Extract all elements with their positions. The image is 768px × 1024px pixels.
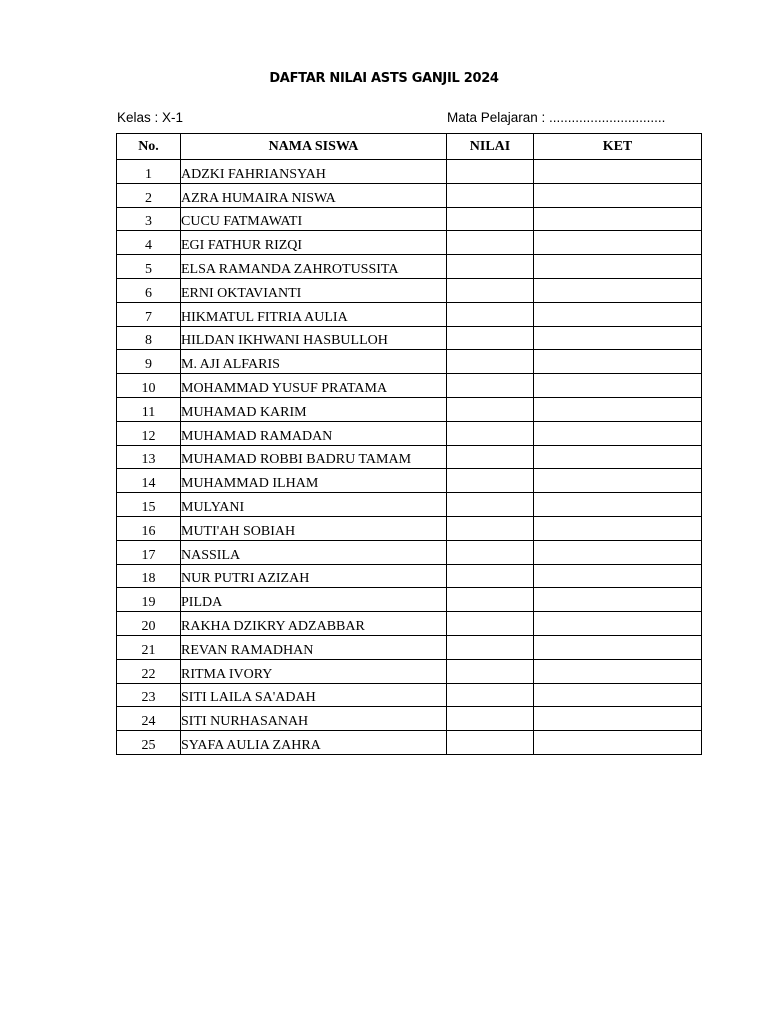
row-number: 24: [117, 707, 181, 731]
table-row: [117, 540, 702, 564]
score-cell[interactable]: [447, 374, 534, 398]
note-cell[interactable]: [534, 731, 702, 755]
note-cell[interactable]: [534, 564, 702, 588]
student-name: MUTI'AH SOBIAH: [181, 516, 447, 540]
table-row: [117, 397, 702, 421]
score-cell[interactable]: [447, 302, 534, 326]
score-cell[interactable]: [447, 160, 534, 184]
table-header-row: [117, 134, 702, 160]
student-name: NASSILA: [181, 540, 447, 564]
student-name: ELSA RAMANDA ZAHROTUSSITA: [181, 255, 447, 279]
table-row: [117, 160, 702, 184]
table-row: [117, 207, 702, 231]
row-number: 18: [117, 564, 181, 588]
row-number: 6: [117, 278, 181, 302]
student-name: MUHAMAD KARIM: [181, 397, 447, 421]
score-cell[interactable]: [447, 588, 534, 612]
note-cell[interactable]: [534, 612, 702, 636]
table-row: [117, 278, 702, 302]
row-number: 8: [117, 326, 181, 350]
table-row: [117, 516, 702, 540]
row-number: 14: [117, 469, 181, 493]
student-name: NUR PUTRI AZIZAH: [181, 564, 447, 588]
student-name: ADZKI FAHRIANSYAH: [181, 160, 447, 184]
note-cell[interactable]: [534, 278, 702, 302]
note-cell[interactable]: [534, 231, 702, 255]
table-row: [117, 445, 702, 469]
note-cell[interactable]: [534, 302, 702, 326]
note-cell[interactable]: [534, 445, 702, 469]
row-number: 23: [117, 683, 181, 707]
score-cell[interactable]: [447, 207, 534, 231]
row-number: 1: [117, 160, 181, 184]
table-row: [117, 374, 702, 398]
subject-label: Mata Pelajaran : ...............................: [447, 110, 666, 125]
row-number: 9: [117, 350, 181, 374]
header-no: No.: [117, 134, 181, 160]
row-number: 3: [117, 207, 181, 231]
score-cell[interactable]: [447, 421, 534, 445]
row-number: 5: [117, 255, 181, 279]
grades-table: [116, 133, 702, 755]
note-cell[interactable]: [534, 350, 702, 374]
student-name: RITMA IVORY: [181, 659, 447, 683]
row-number: 15: [117, 493, 181, 517]
student-name: SITI LAILA SA'ADAH: [181, 683, 447, 707]
score-cell[interactable]: [447, 255, 534, 279]
note-cell[interactable]: [534, 683, 702, 707]
row-number: 20: [117, 612, 181, 636]
note-cell[interactable]: [534, 659, 702, 683]
table-row: [117, 659, 702, 683]
row-number: 11: [117, 397, 181, 421]
note-cell[interactable]: [534, 326, 702, 350]
table-row: [117, 302, 702, 326]
score-cell[interactable]: [447, 540, 534, 564]
header-score: NILAI: [447, 134, 534, 160]
score-cell[interactable]: [447, 278, 534, 302]
note-cell[interactable]: [534, 374, 702, 398]
student-name: CUCU FATMAWATI: [181, 207, 447, 231]
row-number: 7: [117, 302, 181, 326]
note-cell[interactable]: [534, 707, 702, 731]
row-number: 10: [117, 374, 181, 398]
score-cell[interactable]: [447, 493, 534, 517]
score-cell[interactable]: [447, 731, 534, 755]
class-label: Kelas : X-1: [117, 110, 184, 125]
note-cell[interactable]: [534, 207, 702, 231]
student-name: MUHAMAD ROBBI BADRU TAMAM: [181, 445, 447, 469]
student-name: MULYANI: [181, 493, 447, 517]
student-name: MUHAMMAD ILHAM: [181, 469, 447, 493]
note-cell[interactable]: [534, 160, 702, 184]
row-number: 13: [117, 445, 181, 469]
note-cell[interactable]: [534, 540, 702, 564]
note-cell[interactable]: [534, 255, 702, 279]
score-cell[interactable]: [447, 707, 534, 731]
table-row: [117, 493, 702, 517]
score-cell[interactable]: [447, 469, 534, 493]
note-cell[interactable]: [534, 516, 702, 540]
student-name: SYAFA AULIA ZAHRA: [181, 731, 447, 755]
note-cell[interactable]: [534, 493, 702, 517]
row-number: 4: [117, 231, 181, 255]
row-number: 25: [117, 731, 181, 755]
note-cell[interactable]: [534, 469, 702, 493]
student-name: PILDA: [181, 588, 447, 612]
student-name: ERNI OKTAVIANTI: [181, 278, 447, 302]
student-name: HIKMATUL FITRIA AULIA: [181, 302, 447, 326]
score-cell[interactable]: [447, 516, 534, 540]
table-row: [117, 469, 702, 493]
table-row: [117, 255, 702, 279]
row-number: 19: [117, 588, 181, 612]
header-name: NAMA SISWA: [181, 134, 447, 160]
score-cell[interactable]: [447, 683, 534, 707]
student-name: HILDAN IKHWANI HASBULLOH: [181, 326, 447, 350]
student-name: AZRA HUMAIRA NISWA: [181, 183, 447, 207]
score-cell[interactable]: [447, 564, 534, 588]
score-cell[interactable]: [447, 350, 534, 374]
student-name: M. AJI ALFARIS: [181, 350, 447, 374]
table-row: [117, 731, 702, 755]
row-number: 2: [117, 183, 181, 207]
student-name: REVAN RAMADHAN: [181, 635, 447, 659]
student-name: RAKHA DZIKRY ADZABBAR: [181, 612, 447, 636]
student-name: SITI NURHASANAH: [181, 707, 447, 731]
row-number: 12: [117, 421, 181, 445]
table-row: [117, 231, 702, 255]
note-cell[interactable]: [534, 397, 702, 421]
row-number: 17: [117, 540, 181, 564]
student-name: MUHAMAD RAMADAN: [181, 421, 447, 445]
row-number: 21: [117, 635, 181, 659]
table-row: [117, 350, 702, 374]
note-cell[interactable]: [534, 421, 702, 445]
table-row: [117, 564, 702, 588]
document-title: DAFTAR NILAI ASTS GANJIL 2024: [269, 71, 499, 86]
table-row: [117, 421, 702, 445]
score-cell[interactable]: [447, 635, 534, 659]
note-cell[interactable]: [534, 183, 702, 207]
student-name: EGI FATHUR RIZQI: [181, 231, 447, 255]
table-row: [117, 326, 702, 350]
row-number: 22: [117, 659, 181, 683]
table-row: [117, 183, 702, 207]
header-note: KET: [534, 134, 702, 160]
score-cell[interactable]: [447, 326, 534, 350]
note-cell[interactable]: [534, 588, 702, 612]
score-cell[interactable]: [447, 659, 534, 683]
table-row: [117, 612, 702, 636]
score-cell[interactable]: [447, 397, 534, 421]
score-cell[interactable]: [447, 183, 534, 207]
table-row: [117, 683, 702, 707]
table-row: [117, 635, 702, 659]
score-cell[interactable]: [447, 612, 534, 636]
table-row: [117, 588, 702, 612]
row-number: 16: [117, 516, 181, 540]
table-body: [117, 160, 702, 755]
student-name: MOHAMMAD YUSUF PRATAMA: [181, 374, 447, 398]
note-cell[interactable]: [534, 635, 702, 659]
table-row: [117, 707, 702, 731]
score-cell[interactable]: [447, 231, 534, 255]
score-cell[interactable]: [447, 445, 534, 469]
